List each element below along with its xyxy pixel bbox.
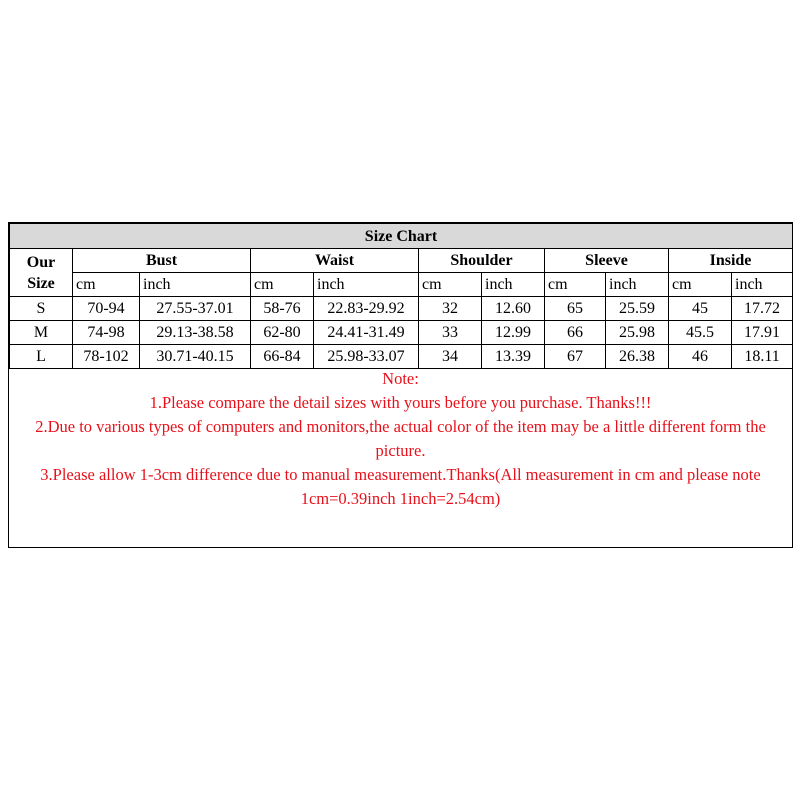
table-title: Size Chart	[10, 224, 793, 249]
group-header-inside: Inside	[669, 249, 793, 273]
group-header-shoulder: Shoulder	[419, 249, 545, 273]
value-cell: 34	[419, 345, 482, 369]
value-cell: 45	[669, 297, 732, 321]
size-cell: M	[10, 321, 73, 345]
group-header-sleeve: Sleeve	[545, 249, 669, 273]
group-header-waist: Waist	[251, 249, 419, 273]
value-cell: 29.13-38.58	[140, 321, 251, 345]
size-cell: L	[10, 345, 73, 369]
size-column-header	[10, 249, 73, 297]
note-line-3: 3.Please allow 1-3cm difference due to manual measurement.Thanks(All measurement in cm and please note 1cm=0.39inch 1inch=2.54cm)	[40, 465, 761, 508]
value-cell: 22.83-29.92	[314, 297, 419, 321]
note-line-1: 1.Please compare the detail sizes with yours before you purchase. Thanks!!!	[149, 393, 652, 412]
unit-cell: cm	[419, 273, 482, 297]
value-cell: 30.71-40.15	[140, 345, 251, 369]
value-cell: 32	[419, 297, 482, 321]
value-cell: 45.5	[669, 321, 732, 345]
value-cell: 66-84	[251, 345, 314, 369]
value-cell: 17.91	[732, 321, 793, 345]
unit-cell: inch	[732, 273, 793, 297]
unit-cell: cm	[545, 273, 606, 297]
header-row	[10, 249, 793, 273]
value-cell: 78-102	[73, 345, 140, 369]
value-cell: 58-76	[251, 297, 314, 321]
value-cell: 25.59	[606, 297, 669, 321]
title-row	[10, 224, 793, 249]
value-cell: 26.38	[606, 345, 669, 369]
note-line-2: 2.Due to various types of computers and monitors,the actual color of the item may be a little different form the picture.	[35, 417, 766, 460]
unit-cell: inch	[140, 273, 251, 297]
value-cell: 17.72	[732, 297, 793, 321]
value-cell: 67	[545, 345, 606, 369]
group-header-bust: Bust	[73, 249, 251, 273]
value-cell: 25.98	[606, 321, 669, 345]
table-row	[10, 297, 793, 321]
size-chart-sheet	[8, 222, 793, 548]
size-cell: S	[10, 297, 73, 321]
size-header-line1: Our	[26, 253, 56, 271]
value-cell: 65	[545, 297, 606, 321]
unit-cell: cm	[251, 273, 314, 297]
table-row	[10, 345, 793, 369]
value-cell: 33	[419, 321, 482, 345]
value-cell: 70-94	[73, 297, 140, 321]
value-cell: 12.99	[482, 321, 545, 345]
notes-block	[9, 367, 792, 511]
note-heading: Note:	[382, 369, 419, 388]
unit-cell: cm	[669, 273, 732, 297]
value-cell: 62-80	[251, 321, 314, 345]
value-cell: 74-98	[73, 321, 140, 345]
value-cell: 46	[669, 345, 732, 369]
value-cell: 27.55-37.01	[140, 297, 251, 321]
value-cell: 12.60	[482, 297, 545, 321]
value-cell: 13.39	[482, 345, 545, 369]
value-cell: 24.41-31.49	[314, 321, 419, 345]
table-row	[10, 321, 793, 345]
unit-cell: inch	[314, 273, 419, 297]
units-row	[10, 273, 793, 297]
unit-cell: inch	[482, 273, 545, 297]
unit-cell: inch	[606, 273, 669, 297]
size-header-line2: Size	[27, 274, 55, 292]
size-chart-table	[9, 223, 793, 369]
value-cell: 25.98-33.07	[314, 345, 419, 369]
value-cell: 18.11	[732, 345, 793, 369]
value-cell: 66	[545, 321, 606, 345]
unit-cell: cm	[73, 273, 140, 297]
